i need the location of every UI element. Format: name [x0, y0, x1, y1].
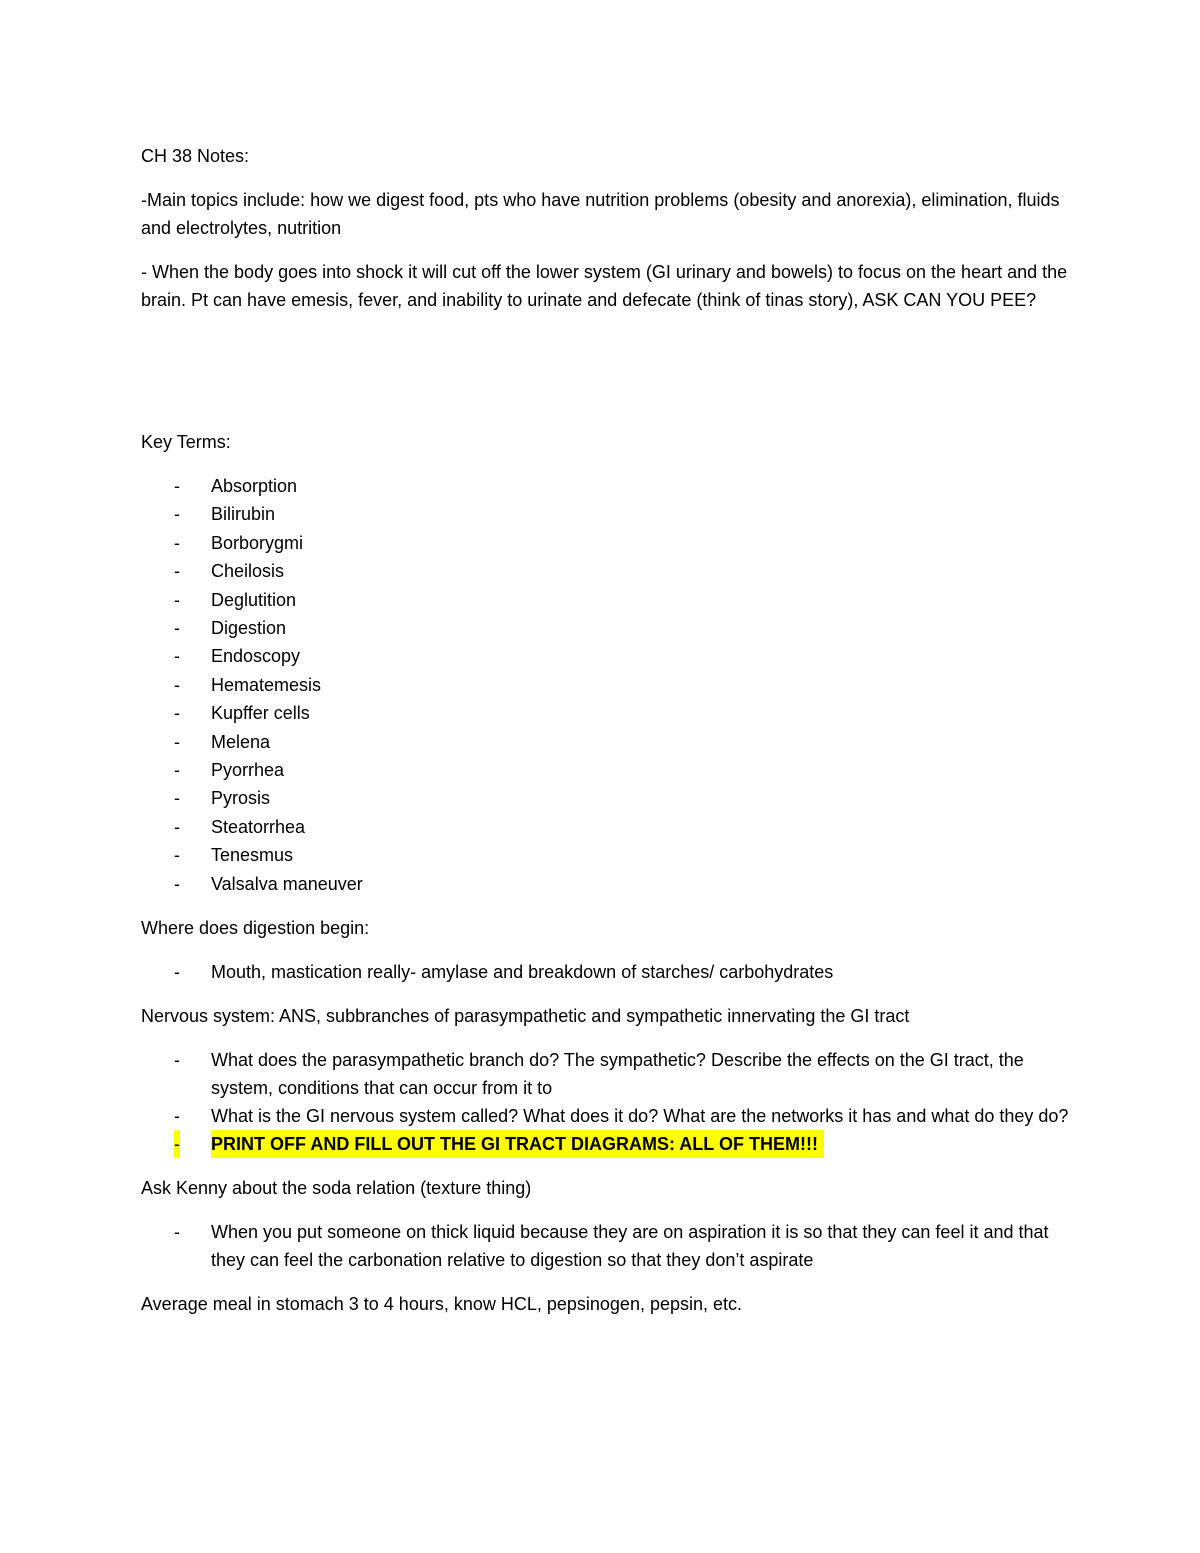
page-title: CH 38 Notes: — [141, 146, 250, 166]
key-term: Digestion — [211, 618, 287, 639]
bullet-dash: - — [174, 1050, 180, 1071]
list-item-text: What is the GI nervous system called? What does it do? What are the networks it has and what do they do? — [211, 1106, 1069, 1127]
list-item — [141, 529, 1071, 557]
list-item — [141, 472, 1071, 500]
bullet-dash: - — [174, 589, 180, 610]
closing-paragraph: Average meal in stomach 3 to 4 hours, know HCL, pepsinogen, pepsin, etc. — [141, 1294, 743, 1315]
key-term: Tenesmus — [211, 845, 294, 866]
bullet-dash: - — [174, 476, 180, 496]
list-item — [141, 870, 1071, 898]
digestion-heading: Where does digestion begin: — [141, 918, 370, 939]
key-term: Borborygmi — [211, 532, 304, 553]
bullet-dash: - — [174, 561, 180, 582]
bullet-dash: - — [174, 731, 180, 752]
list-item — [141, 671, 1071, 699]
list-item — [141, 1046, 1071, 1102]
key-term: Bilirubin — [211, 504, 276, 525]
key-terms-list — [141, 472, 1071, 898]
bullet-dash: - — [174, 646, 180, 667]
bullet-dash: - — [174, 703, 180, 724]
highlighted-list-item — [141, 1130, 1071, 1158]
key-term: Melena — [211, 731, 271, 752]
bullet-dash: - — [174, 845, 180, 866]
bullet-dash: - — [174, 760, 180, 781]
bullet-dash: - — [174, 504, 180, 525]
list-item — [141, 699, 1071, 727]
key-term: Steatorrhea — [211, 816, 306, 837]
main-topics-paragraph: -Main topics include: how we digest food, pts who have nutrition problems (obesity and anorexia), elimination, fluids and electrolytes, nutrition — [141, 190, 1060, 238]
key-term: Deglutition — [211, 589, 297, 610]
soda-list — [141, 1218, 1071, 1274]
nervous-system-list — [141, 1046, 1071, 1158]
digestion-list — [141, 958, 1071, 986]
bullet-dash: - — [174, 618, 180, 639]
bullet-dash: - — [174, 1106, 180, 1127]
bullet-dash: - — [174, 674, 180, 695]
key-term: Cheilosis — [211, 561, 285, 582]
list-item — [141, 500, 1071, 528]
key-term: Absorption — [211, 476, 298, 496]
list-item-text: What does the parasympathetic branch do? The sympathetic? Describe the effects on the GI tract, the system, conditions that can occur from it to — [211, 1050, 1024, 1099]
bullet-dash: - — [174, 788, 180, 809]
soda-heading: Ask Kenny about the soda relation (texture thing) — [141, 1178, 532, 1199]
key-term: Valsalva maneuver — [211, 873, 363, 894]
list-item — [141, 1218, 1071, 1274]
document-body — [141, 142, 1071, 1334]
list-item — [141, 756, 1071, 784]
list-item — [141, 586, 1071, 614]
list-item-text: When you put someone on thick liquid because they are on aspiration it is so that they can feel it and that they can feel the carbonation relative to digestion so that they don’t aspirate — [211, 1222, 1049, 1271]
list-item — [141, 642, 1071, 670]
highlighted-text: PRINT OFF AND FILL OUT THE GI TRACT DIAGRAMS: ALL OF THEM!!! — [211, 1130, 824, 1158]
bullet-dash: - — [174, 816, 180, 837]
list-item — [141, 784, 1071, 812]
bullet-dash: - — [174, 1130, 180, 1158]
bullet-dash: - — [174, 873, 180, 894]
key-term: Hematemesis — [211, 674, 322, 695]
bullet-dash: - — [174, 1222, 180, 1243]
bullet-dash: - — [174, 532, 180, 553]
list-item — [141, 813, 1071, 841]
list-item — [141, 841, 1071, 869]
key-terms-heading: Key Terms: — [141, 432, 231, 452]
key-term: Pyrosis — [211, 788, 271, 809]
key-term: Endoscopy — [211, 646, 301, 667]
nervous-system-heading: Nervous system: ANS, subbranches of parasympathetic and sympathetic innervating the GI tract — [141, 1006, 910, 1027]
list-item — [141, 728, 1071, 756]
list-item — [141, 614, 1071, 642]
list-item — [141, 1102, 1071, 1130]
list-item — [141, 958, 1071, 986]
shock-paragraph: - When the body goes into shock it will cut off the lower system (GI urinary and bowels) to focus on the heart and the brain. Pt can have emesis, fever, and inability to urinate and defecate (think of tinas story), ASK CAN YOU PEE? — [141, 262, 1068, 310]
bullet-dash: - — [174, 962, 180, 983]
list-item — [141, 557, 1071, 585]
key-term: Pyorrhea — [211, 760, 285, 781]
key-term: Kupffer cells — [211, 703, 310, 724]
blank-space — [141, 330, 1071, 428]
list-item-text: Mouth, mastication really- amylase and breakdown of starches/ carbohydrates — [211, 962, 834, 983]
